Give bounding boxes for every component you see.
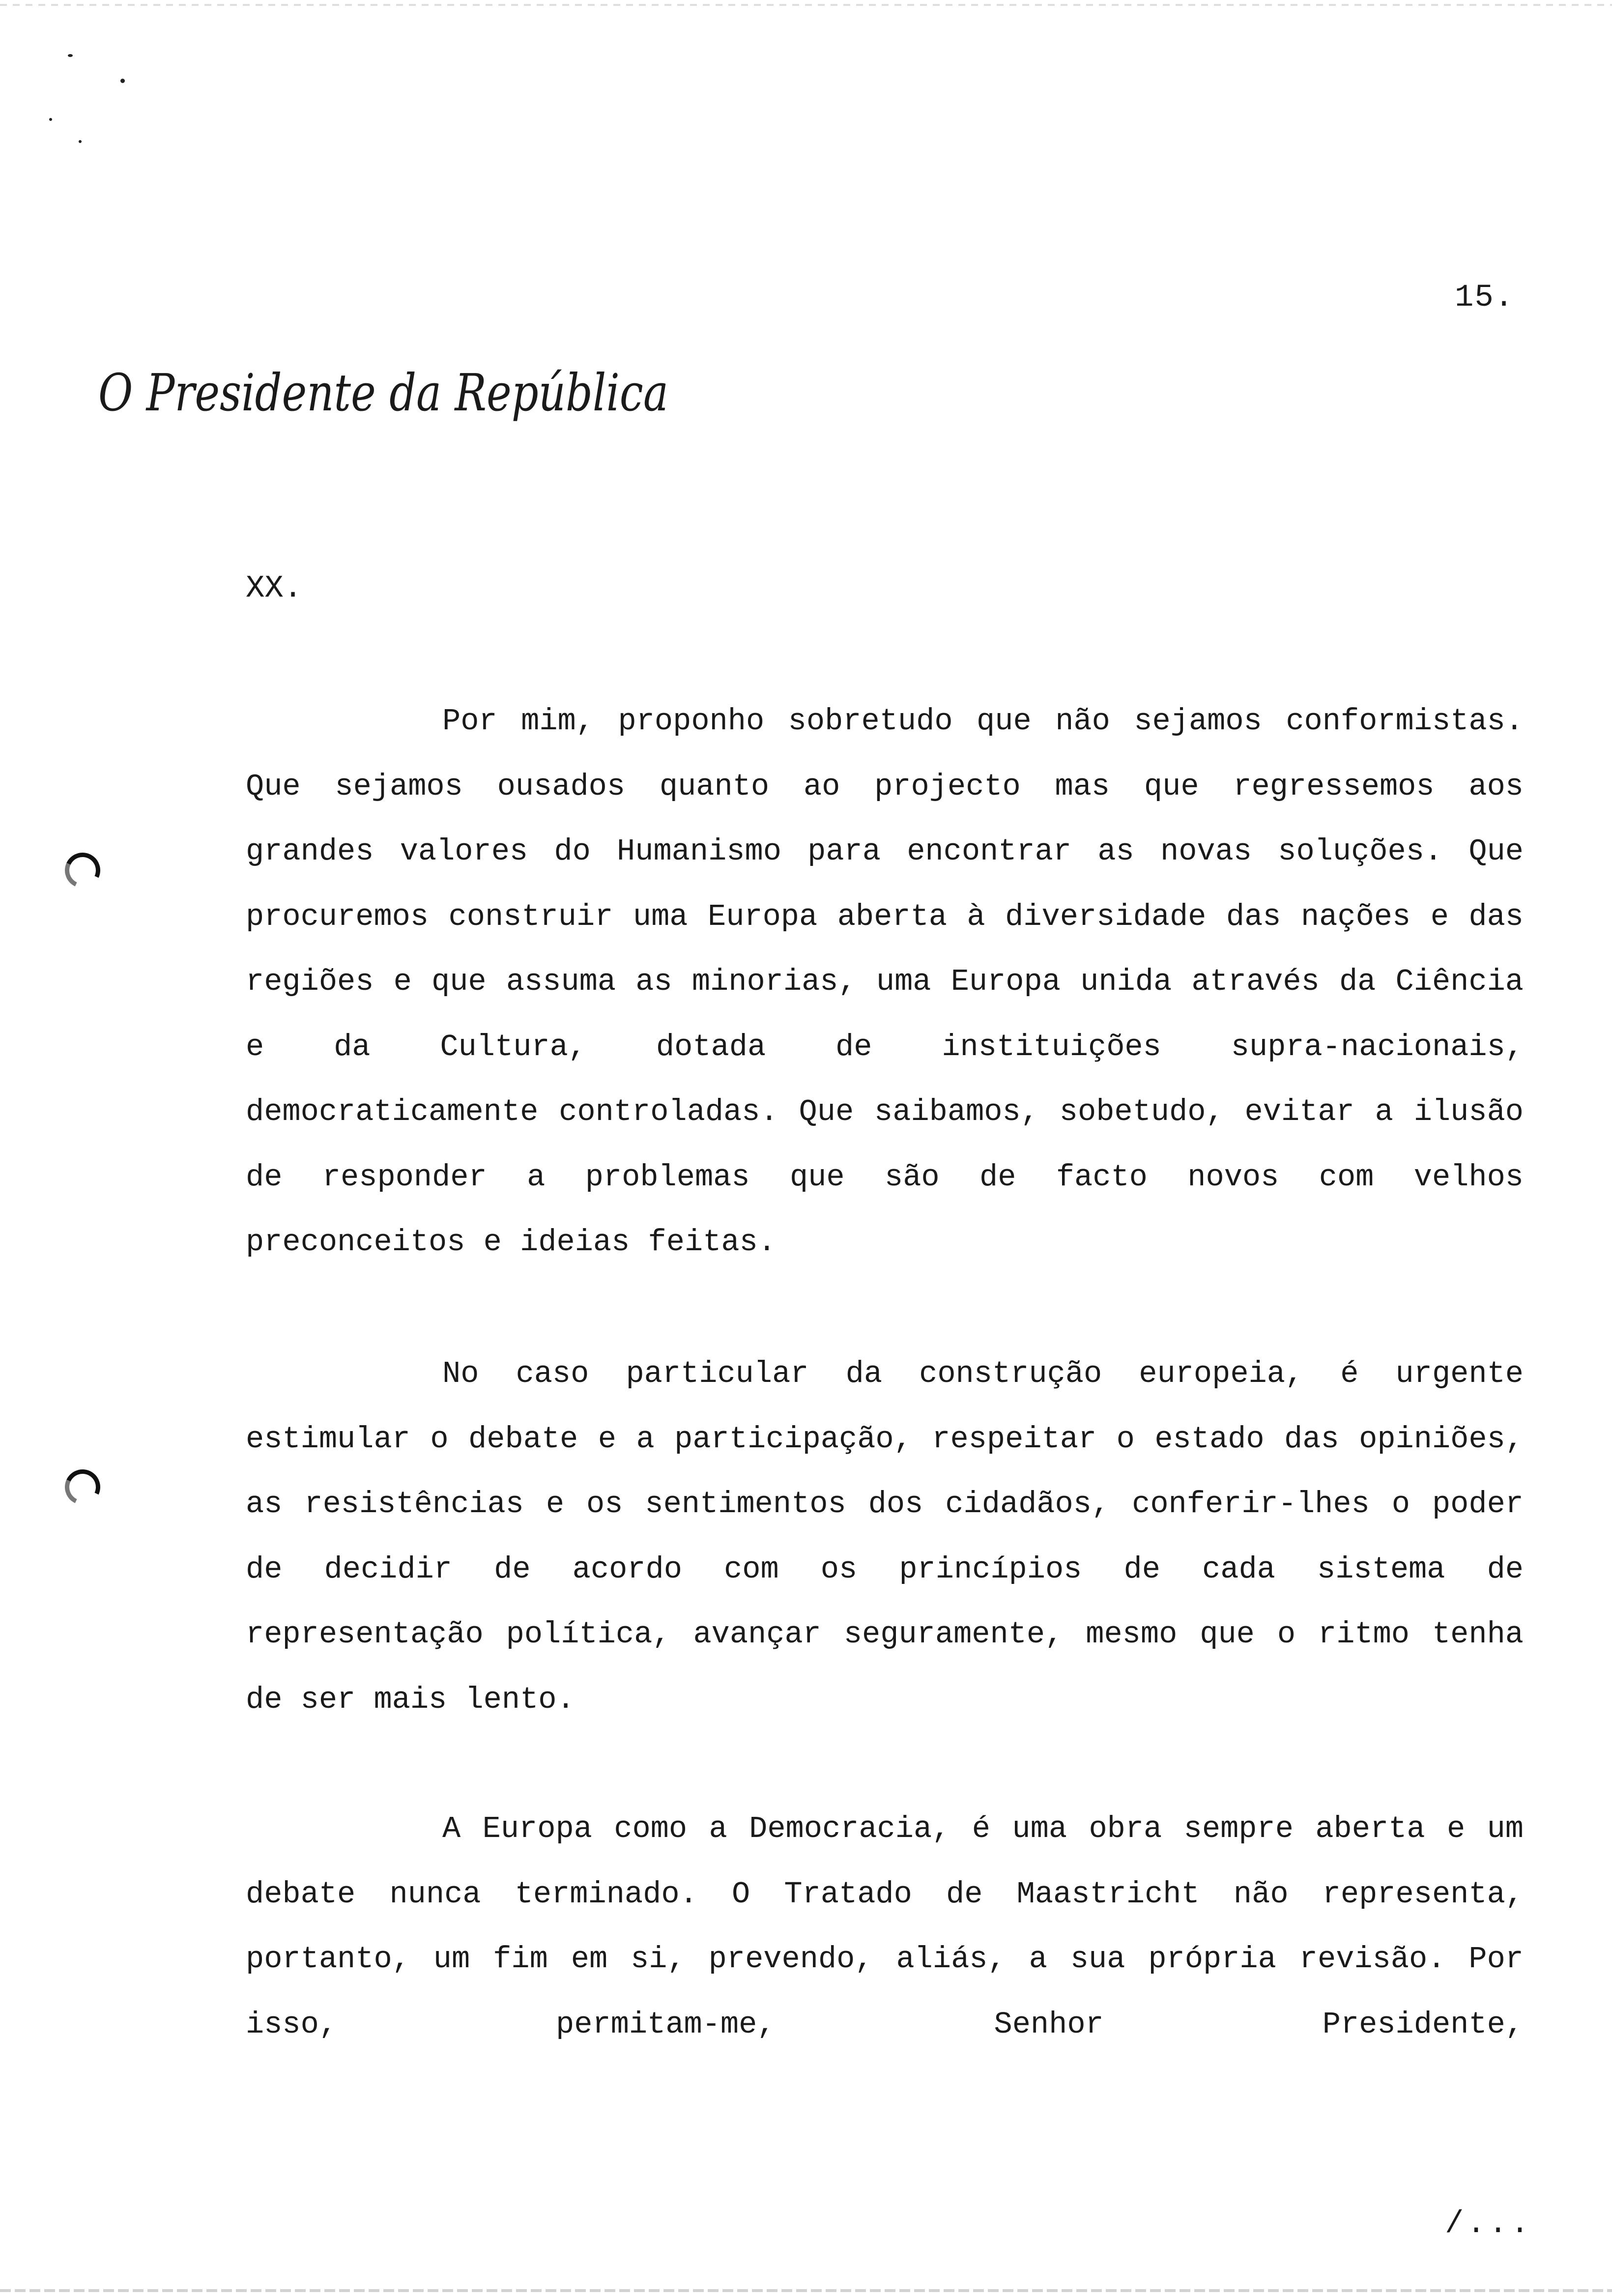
continuation-mark: /... [1445, 2207, 1532, 2242]
scan-speck [49, 118, 52, 121]
scan-top-edge [0, 4, 1612, 6]
paragraph-2: No caso particular da construção europeia, é urgente estimular o debate e a participação, respeitar o estado das opiniões, as resistências e os sentimentos dos cidadãos, conferir-lhes o poder de decidir de acordo com os princípios de cada sistema de representação política, avançar seguramente, mesmo que o ritmo tenha de ser mais lento. [246, 1356, 1524, 1717]
paragraph-1: Por mim, proponho sobretudo que não sejamos conformistas. Que sejamos ousados quanto ao projecto mas que regressemos aos grandes valores do Humanismo para encontrar as novas soluções. Que procuremos construir uma Europa aberta à diversidade das nações e das regiões e que assuma as minorias, uma Europa unida através da Ciência e da Cultura, dotada de instituições supra-nacionais, democraticamente controladas. Que saibamos, sobetudo, evitar a ilusão de responder a problemas que são de facto novos com velhos preconceitos e ideias feitas. [246, 704, 1524, 1260]
letterhead-text: O Presidente da República [98, 363, 668, 423]
scan-speck [68, 54, 73, 57]
letterhead-script-image [98, 354, 678, 437]
scan-speck [120, 79, 125, 83]
paragraph-3: A Europa como a Democracia, é uma obra sempre aberta e um debate nunca terminado. O Tratado de Maastricht não representa, portanto, um fim em si, prevendo, aliás, a sua própria revisão. Por isso, permitam-me, Senhor Presidente, [246, 1811, 1524, 2042]
scan-speck [79, 140, 82, 143]
scan-bottom-edge [0, 2289, 1612, 2292]
section-number: XX. [246, 571, 303, 606]
page-number: 15. [1455, 280, 1515, 316]
letterhead-script [98, 354, 678, 437]
punch-hole-mark [60, 1464, 105, 1510]
punch-hole-mark [60, 848, 105, 893]
